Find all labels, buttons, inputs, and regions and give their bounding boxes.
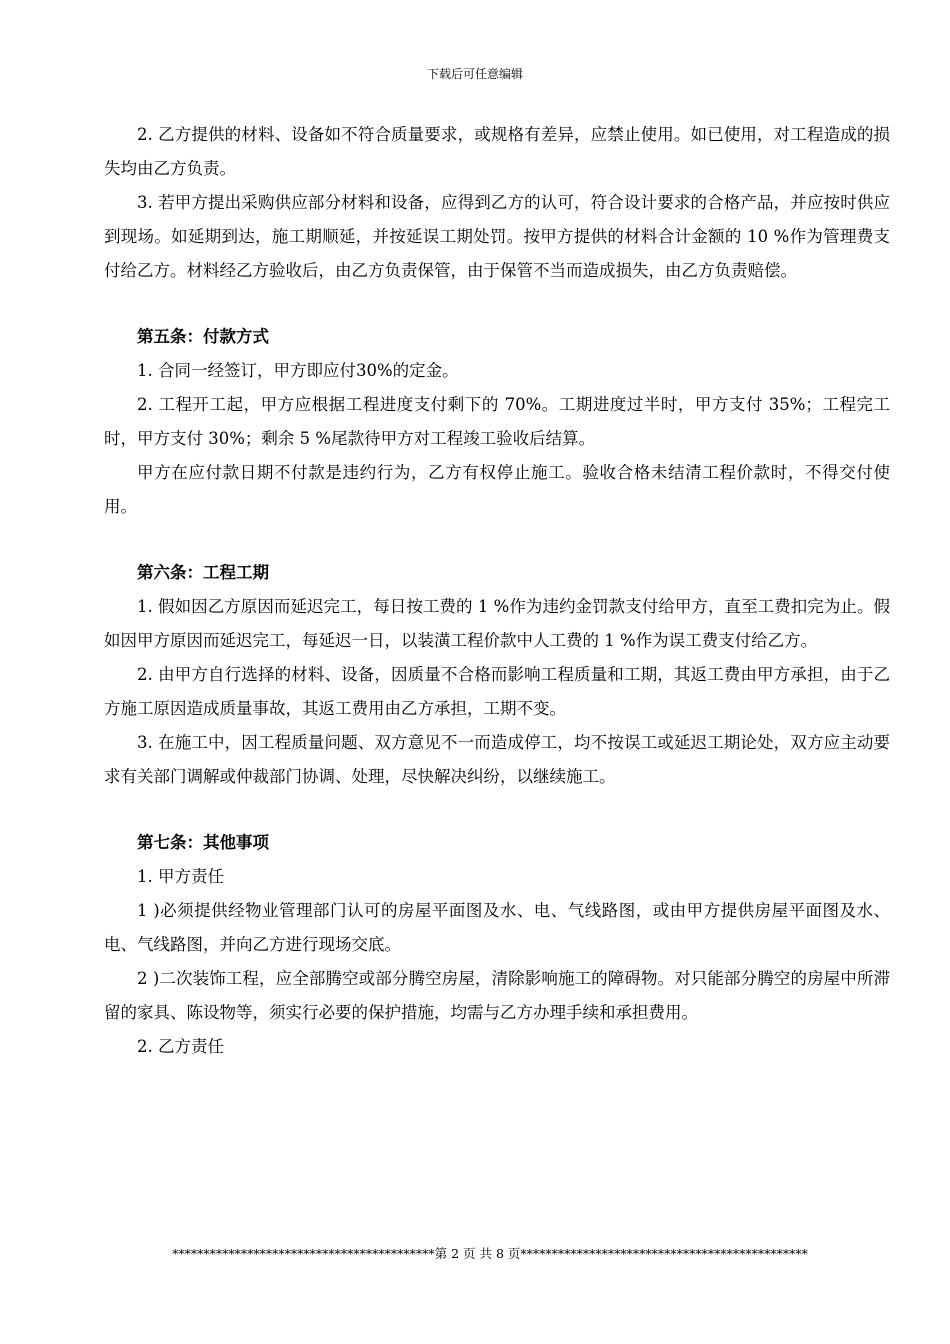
- paragraph-party-a-item-1: 1 )必须提供经物业管理部门认可的房屋平面图及水、电、气线路图，或由甲方提供房屋平面图及水、电、气线路图，并向乙方进行现场交底。: [104, 901, 890, 954]
- paragraph-dispute: 3. 在施工中，因工程质量问题、双方意见不一而造成停工，均不按误工或延迟工期论处，双方应主动要求有关部门调解或仲裁部门协调、处理，尽快解决纠纷，以继续施工。: [104, 733, 890, 786]
- section-heading-payment: 第五条：付款方式: [137, 327, 269, 346]
- paragraph-rework: 2. 由甲方自行选择的材料、设备，因质量不合格而影响工程质量和工期，其返工费由甲方承担，由于乙方施工原因造成质量事故，其返工费用由乙方承担，工期不变。: [104, 665, 890, 718]
- paragraph-material-quality: 2. 乙方提供的材料、设备如不符合质量要求，或规格有差异，应禁止使用。如已使用，对工程造成的损失均由乙方负责。: [104, 125, 890, 178]
- page-footer: ******************************************第 2 页 共 8 页**********************************************: [172, 1246, 808, 1261]
- paragraph-payment-schedule: 2. 工程开工起，甲方应根据工程进度支付剩下的 70%。工期进度过半时，甲方支付 35%；工程完工时，甲方支付 30%；剩余 5 %尾款待甲方对工程竣工验收后结算。: [104, 395, 890, 448]
- section-heading-schedule: 第六条：工程工期: [137, 563, 269, 582]
- document-body: [104, 118, 890, 1064]
- paragraph-party-a-title: 1. 甲方责任: [137, 867, 224, 886]
- paragraph-deposit: 1. 合同一经签订，甲方即应付30%的定金。: [137, 361, 459, 380]
- paragraph-party-b-title: 2. 乙方责任: [137, 1037, 224, 1056]
- paragraph-late-payment: 甲方在应付款日期不付款是违约行为，乙方有权停止施工。验收合格未结清工程价款时，不得交付使用。: [104, 463, 890, 516]
- page-header: 下载后可任意编辑: [426, 67, 523, 81]
- paragraph-delay-penalty: 1. 假如因乙方原因而延迟完工，每日按工费的 1 %作为违约金罚款支付给甲方，直至工费扣完为止。假如因甲方原因而延迟完工，每延迟一日，以装潢工程价款中人工费的 1 %作为误工费支付给乙方。: [104, 597, 890, 650]
- paragraph-party-a-item-2: 2 )二次装饰工程，应全部腾空或部分腾空房屋，清除影响施工的障碍物。对只能部分腾空的房屋中所滞留的家具、陈设物等，须实行必要的保护措施，均需与乙方办理手续和承担费用。: [104, 969, 890, 1022]
- section-heading-other: 第七条：其他事项: [137, 833, 269, 852]
- paragraph-material-procurement: 3. 若甲方提出采购供应部分材料和设备，应得到乙方的认可，符合设计要求的合格产品，并应按时供应到现场。如延期到达，施工期顺延，并按延误工期处罚。按甲方提供的材料合计金额的 10 %作为管理费支付给乙方。材料经乙方验收后，由乙方负责保管，由于保管不当而造成损失，由乙方负责赔偿。: [104, 193, 890, 280]
